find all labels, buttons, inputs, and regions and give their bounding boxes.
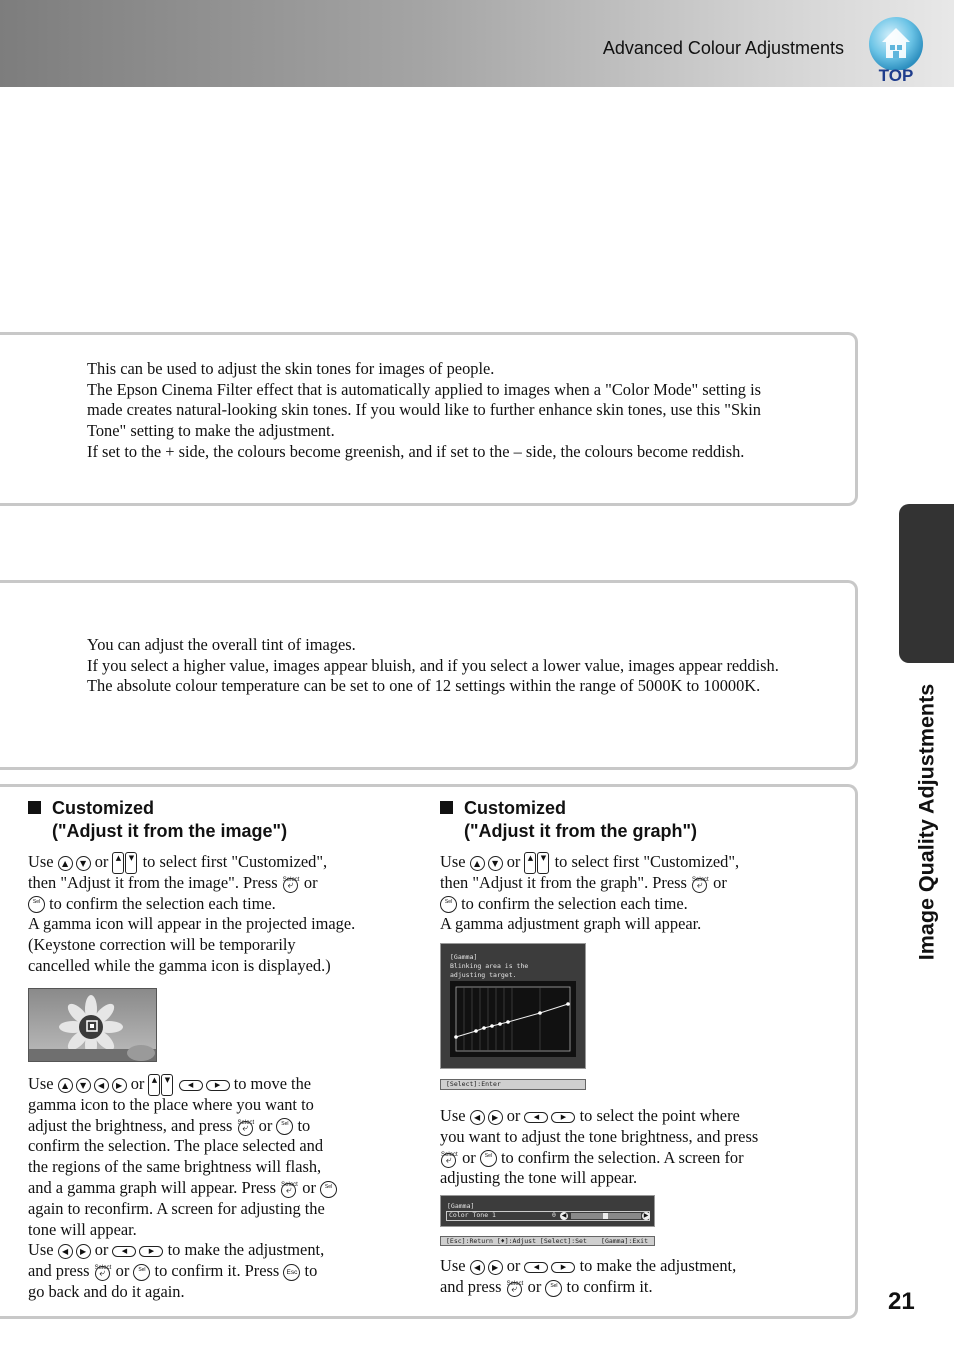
- select-caption: Select: [282, 877, 300, 884]
- select-remote-icon: Sel: [28, 896, 45, 913]
- text: or: [258, 1115, 273, 1135]
- text-line: made creates natural-looking skin tones. If you would like to further enhance skin tones, use this "Skin: [87, 400, 762, 420]
- text: and press: [28, 1261, 90, 1281]
- text: and a gamma graph will appear. Press: [28, 1177, 277, 1197]
- select-button-icon: Select ⤶: [440, 1149, 458, 1169]
- text: to select first "Customized",: [142, 852, 328, 871]
- remote-right-icon: ▶: [551, 1262, 575, 1273]
- select-remote-icon: Sel: [480, 1150, 497, 1167]
- select-caption: Select: [506, 1281, 524, 1288]
- remote-left-icon: ◀: [524, 1112, 548, 1123]
- text: then "Adjust it from the graph". Press: [440, 872, 687, 892]
- text: adjusting the tone will appear.: [440, 1168, 638, 1188]
- slider-right-arrow-icon: ▶: [643, 1213, 649, 1219]
- skin-tone-text: [87, 359, 761, 463]
- text-line: The absolute colour temperature can be set to one of 12 settings within the range of 5000K to 10000K.: [87, 676, 761, 696]
- page-number: 21: [888, 1288, 915, 1315]
- left-heading: [28, 797, 398, 843]
- remote-left-icon: ◀: [179, 1080, 203, 1091]
- left-button-icon: ◀: [94, 1078, 109, 1093]
- left-button-icon: ◀: [470, 1260, 485, 1275]
- right-button-icon: ▶: [488, 1260, 503, 1275]
- hint-text: [Esc]:Return [♦]:Adjust [Select]:Set: [446, 1237, 587, 1245]
- text: (Keystone correction will be temporarily: [28, 935, 296, 955]
- right-button-icon: ▶: [488, 1110, 503, 1125]
- screen-hint: Blinking area is the: [450, 962, 529, 970]
- text: Use: [28, 852, 54, 871]
- tone-adjust-screen: [440, 1195, 655, 1227]
- right-button-icon: ▶: [112, 1078, 127, 1093]
- text: to confirm the selection each time.: [49, 893, 276, 913]
- chapter-tab[interactable]: [899, 504, 954, 663]
- text: again to reconfirm. A screen for adjusting the: [28, 1198, 325, 1218]
- text: to: [297, 1115, 311, 1135]
- text: confirm the selection. The place selected and: [28, 1136, 324, 1156]
- select-remote-icon: Sel: [276, 1118, 293, 1135]
- rocker-up-icon: ▲: [112, 852, 124, 874]
- up-button-icon: ▲: [58, 856, 73, 871]
- down-button-icon: ▼: [76, 1078, 91, 1093]
- select-button-icon: Select ⤶: [282, 874, 300, 894]
- left-button-icon: ◀: [58, 1244, 73, 1259]
- right-column: [440, 797, 830, 935]
- left-paragraph-1: [28, 852, 398, 977]
- right-heading: [440, 797, 830, 843]
- text-line: If set to the + side, the colours become greenish, and if set to the – side, the colours become reddish.: [87, 441, 745, 461]
- left-button-icon: ◀: [470, 1110, 485, 1125]
- select-remote-icon: Sel: [133, 1264, 150, 1281]
- text: gamma icon to the place where you want to: [28, 1094, 314, 1114]
- screen-title: [Gamma]: [447, 1202, 475, 1210]
- down-button-icon: ▼: [76, 856, 91, 871]
- text: you want to adjust the tone brightness, and press: [440, 1126, 759, 1146]
- text: or: [506, 852, 521, 871]
- up-button-icon: ▲: [470, 856, 485, 871]
- text: then "Adjust it from the image". Press: [28, 872, 278, 892]
- gamma-screen-hint-bar: [Select]:Enter: [440, 1079, 586, 1090]
- text: or: [303, 872, 318, 892]
- rocker-down-icon: ▼: [537, 852, 549, 874]
- text: to confirm it. Press: [154, 1261, 280, 1281]
- text: or: [94, 1240, 109, 1260]
- text: to make the adjustment,: [167, 1240, 325, 1260]
- tone-slider[interactable]: [571, 1213, 641, 1219]
- text: tone will appear.: [28, 1219, 137, 1239]
- top-label: TOP: [878, 66, 914, 85]
- right-paragraph-1: [440, 852, 830, 935]
- text: Use: [28, 1240, 54, 1260]
- right-paragraph-2: [440, 1106, 830, 1189]
- down-button-icon: ▼: [488, 856, 503, 871]
- screen-hint: adjusting target.: [450, 971, 517, 979]
- house-icon: [862, 14, 930, 70]
- text-line: You can adjust the overall tint of images.: [87, 635, 356, 654]
- bullet-square-icon: [28, 801, 41, 814]
- text: to select the point where: [579, 1106, 740, 1125]
- text-line: If you select a higher value, images appear bluish, and if you select a lower value, images appear reddish.: [87, 655, 779, 675]
- gamma-graph-screen: [440, 943, 586, 1069]
- text: or: [302, 1177, 316, 1197]
- remote-left-icon: ◀: [112, 1246, 136, 1257]
- remote-right-icon: ▶: [206, 1080, 230, 1091]
- page-header: [0, 0, 954, 87]
- text: Use: [28, 1074, 54, 1093]
- top-button[interactable]: [862, 14, 930, 86]
- text: or: [506, 1106, 521, 1125]
- select-caption: Select: [441, 1151, 458, 1158]
- heading-line: Customized: [464, 798, 567, 818]
- select-remote-icon: Sel: [545, 1280, 562, 1297]
- select-remote-icon: Sel: [320, 1181, 337, 1198]
- text: A gamma adjustment graph will appear.: [440, 914, 702, 934]
- text: or: [130, 1074, 145, 1093]
- sunflower-gamma-photo: [28, 988, 157, 1062]
- text: or: [713, 872, 727, 892]
- remote-right-icon: ▶: [551, 1112, 575, 1123]
- text: the regions of the same brightness will flash,: [28, 1157, 322, 1177]
- text: to confirm it.: [566, 1276, 653, 1296]
- remote-right-icon: ▶: [139, 1246, 163, 1257]
- heading-line: ("Adjust it from the image"): [52, 821, 288, 841]
- text-line: This can be used to adjust the skin tones for images of people.: [87, 359, 495, 378]
- slider-left-arrow-icon: ◀: [561, 1213, 567, 1219]
- text: or: [527, 1276, 542, 1296]
- select-button-icon: Select ⤶: [94, 1262, 112, 1282]
- select-caption: Select: [692, 877, 709, 884]
- text: to confirm the selection. A screen for: [500, 1147, 744, 1167]
- text: Use: [440, 1106, 466, 1125]
- select-button-icon: Select ⤶: [237, 1117, 255, 1137]
- left-paragraph-2: [28, 1074, 398, 1303]
- text: to: [304, 1261, 318, 1281]
- tone-row-label: Color Tone 1: [449, 1211, 496, 1219]
- text: or: [462, 1147, 476, 1167]
- select-button-icon: Select ⤶: [691, 874, 709, 894]
- rocker-up-icon: ▲: [524, 852, 536, 874]
- slider-thumb[interactable]: [603, 1213, 608, 1219]
- gamma-graph: [450, 981, 576, 1057]
- text: or: [94, 852, 109, 871]
- esc-button-icon: Esc: [283, 1264, 300, 1281]
- right-button-icon: ▶: [76, 1244, 91, 1259]
- text: or: [506, 1256, 521, 1275]
- tone-screen-hint-bar: [440, 1236, 655, 1246]
- text: A gamma icon will appear in the projected image.: [28, 914, 356, 934]
- select-caption: Select: [281, 1182, 298, 1189]
- text: adjust the brightness, and press: [28, 1115, 233, 1135]
- rocker-down-icon: ▼: [161, 1074, 173, 1096]
- text: to move the: [233, 1074, 312, 1093]
- heading-line: ("Adjust it from the graph"): [464, 821, 698, 841]
- select-caption: Select: [94, 1265, 112, 1272]
- text: or: [115, 1261, 130, 1281]
- section-title: Image Quality Adjustments: [914, 683, 939, 961]
- rocker-up-icon: ▲: [148, 1074, 160, 1096]
- text: and press: [440, 1276, 502, 1296]
- text: Use: [440, 1256, 466, 1275]
- select-button-icon: Select ⤶: [280, 1179, 298, 1199]
- text: to select first "Customized",: [554, 852, 740, 871]
- select-button-icon: Select ⤶: [506, 1278, 524, 1298]
- tone-row-value: 0: [552, 1211, 556, 1219]
- screen-title: [Gamma]: [450, 953, 478, 961]
- text-line: The Epson Cinema Filter effect that is automatically applied to images when a "Color Mode" setting is: [87, 379, 762, 399]
- text: go back and do it again.: [28, 1281, 185, 1301]
- bullet-square-icon: [440, 801, 453, 814]
- header-title: Advanced Colour Adjustments: [602, 38, 844, 58]
- text: to make the adjustment,: [579, 1256, 737, 1275]
- select-caption: Select: [237, 1119, 255, 1126]
- left-column: [28, 797, 398, 977]
- colour-temp-text: [87, 635, 779, 697]
- text: Use: [440, 852, 466, 871]
- text-line: Tone" setting to make the adjustment.: [87, 421, 335, 441]
- hint-text: [Gamma]:Exit: [601, 1237, 648, 1245]
- right-paragraph-3: [440, 1256, 830, 1298]
- rocker-down-icon: ▼: [125, 852, 137, 874]
- text: to confirm the selection each time.: [461, 893, 688, 913]
- text: cancelled while the gamma icon is displayed.): [28, 955, 331, 975]
- heading-line: Customized: [52, 798, 155, 818]
- up-button-icon: ▲: [58, 1078, 73, 1093]
- select-remote-icon: Sel: [440, 896, 457, 913]
- remote-left-icon: ◀: [524, 1262, 548, 1273]
